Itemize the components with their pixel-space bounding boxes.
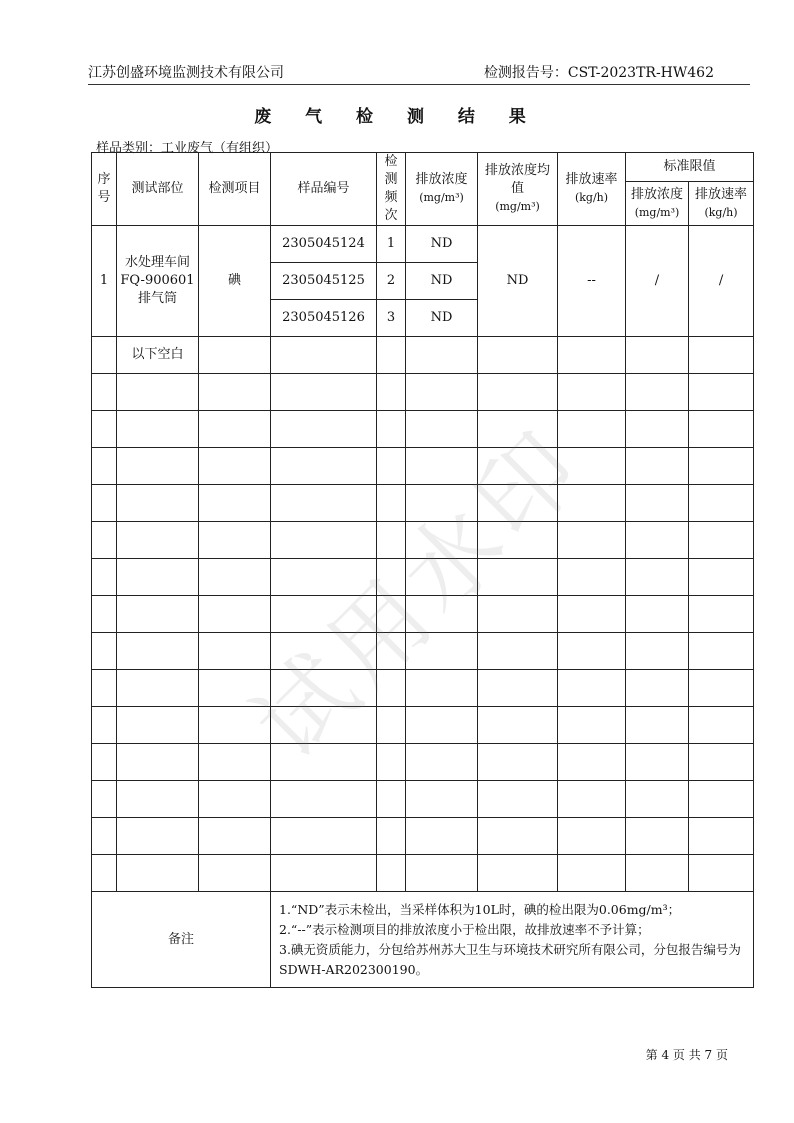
col-conc-avg-label: 排放浓度均值 bbox=[484, 163, 550, 196]
cell-sample-no: 2305045126 bbox=[271, 300, 377, 337]
col-location: 测试部位 bbox=[117, 153, 199, 226]
col-std-rate-unit: (kg/h) bbox=[704, 205, 738, 219]
watermark: 试用水印 bbox=[232, 407, 606, 781]
col-item: 检测项目 bbox=[199, 153, 271, 226]
cell-rate: -- bbox=[558, 226, 626, 337]
cell-freq: 2 bbox=[377, 263, 406, 300]
cell-freq: 1 bbox=[377, 226, 406, 263]
company-name: 江苏创盛环境监测技术有限公司 bbox=[88, 65, 284, 81]
remarks-label: 备注 bbox=[92, 892, 271, 988]
remarks-content bbox=[271, 892, 754, 988]
cell-std-conc: / bbox=[626, 226, 689, 337]
cell-seq: 1 bbox=[92, 226, 117, 337]
col-std-conc-unit: (mg/m³) bbox=[634, 205, 680, 219]
cell-location: 水处理车间FQ-900601排气筒 bbox=[117, 226, 199, 337]
report-number: 检测报告号：CST-2023TR-HW462 bbox=[483, 65, 714, 81]
cell-item: 碘 bbox=[199, 226, 271, 337]
cell-std-rate: / bbox=[689, 226, 754, 337]
col-conc bbox=[406, 153, 478, 226]
col-rate-unit: (kg/h) bbox=[574, 191, 609, 204]
remark-line: 3.碘无资质能力，分包给苏州苏大卫生与环境技术研究所有限公司，分包报告编号为SDWH-AR202300190。 bbox=[279, 941, 741, 977]
remark-line: 2.“--”表示检测项目的排放浓度小于检出限，故排放速率不予计算； bbox=[279, 921, 650, 937]
page-number: 第 4 页 共 7 页 bbox=[645, 1048, 728, 1062]
col-sample-no: 样品编号 bbox=[271, 153, 377, 226]
col-conc-avg-unit: (mg/m³) bbox=[495, 200, 540, 213]
page-title: 废 气 检 测 结 果 bbox=[254, 107, 540, 127]
col-std-conc-label: 排放浓度 bbox=[630, 186, 683, 202]
cell-sample-no: 2305045125 bbox=[271, 263, 377, 300]
col-rate-label: 排放速率 bbox=[565, 172, 618, 187]
cell-conc: ND bbox=[406, 300, 478, 337]
results-table bbox=[91, 152, 754, 988]
cell-conc-avg: ND bbox=[478, 226, 558, 337]
blank-note: 以下空白 bbox=[117, 337, 199, 374]
col-conc-avg bbox=[478, 153, 558, 226]
header-divider bbox=[88, 84, 750, 85]
remarks-row bbox=[92, 892, 754, 988]
cell-sample-no: 2305045124 bbox=[271, 226, 377, 263]
cell-freq: 3 bbox=[377, 300, 406, 337]
table-row bbox=[92, 337, 754, 374]
col-conc-label: 排放浓度 bbox=[415, 172, 468, 187]
table-row bbox=[92, 226, 754, 263]
remark-line: 1.“ND”表示未检出，当采样体积为10L时，碘的检出限为0.06mg/m³； bbox=[279, 901, 681, 917]
col-rate bbox=[558, 153, 626, 226]
col-freq: 检测频次 bbox=[377, 153, 406, 226]
cell-conc: ND bbox=[406, 226, 478, 263]
col-seq: 序号 bbox=[92, 153, 117, 226]
sample-type: 样品类别：工业废气（有组织） bbox=[96, 141, 279, 156]
col-std-rate bbox=[689, 182, 754, 226]
header-row-1 bbox=[92, 153, 754, 182]
cell-conc: ND bbox=[406, 263, 478, 300]
col-std-rate-label: 排放速率 bbox=[695, 186, 748, 202]
col-std: 标准限值 bbox=[626, 153, 754, 182]
col-std-conc bbox=[626, 182, 689, 226]
col-conc-unit: (mg/m³) bbox=[419, 191, 464, 204]
